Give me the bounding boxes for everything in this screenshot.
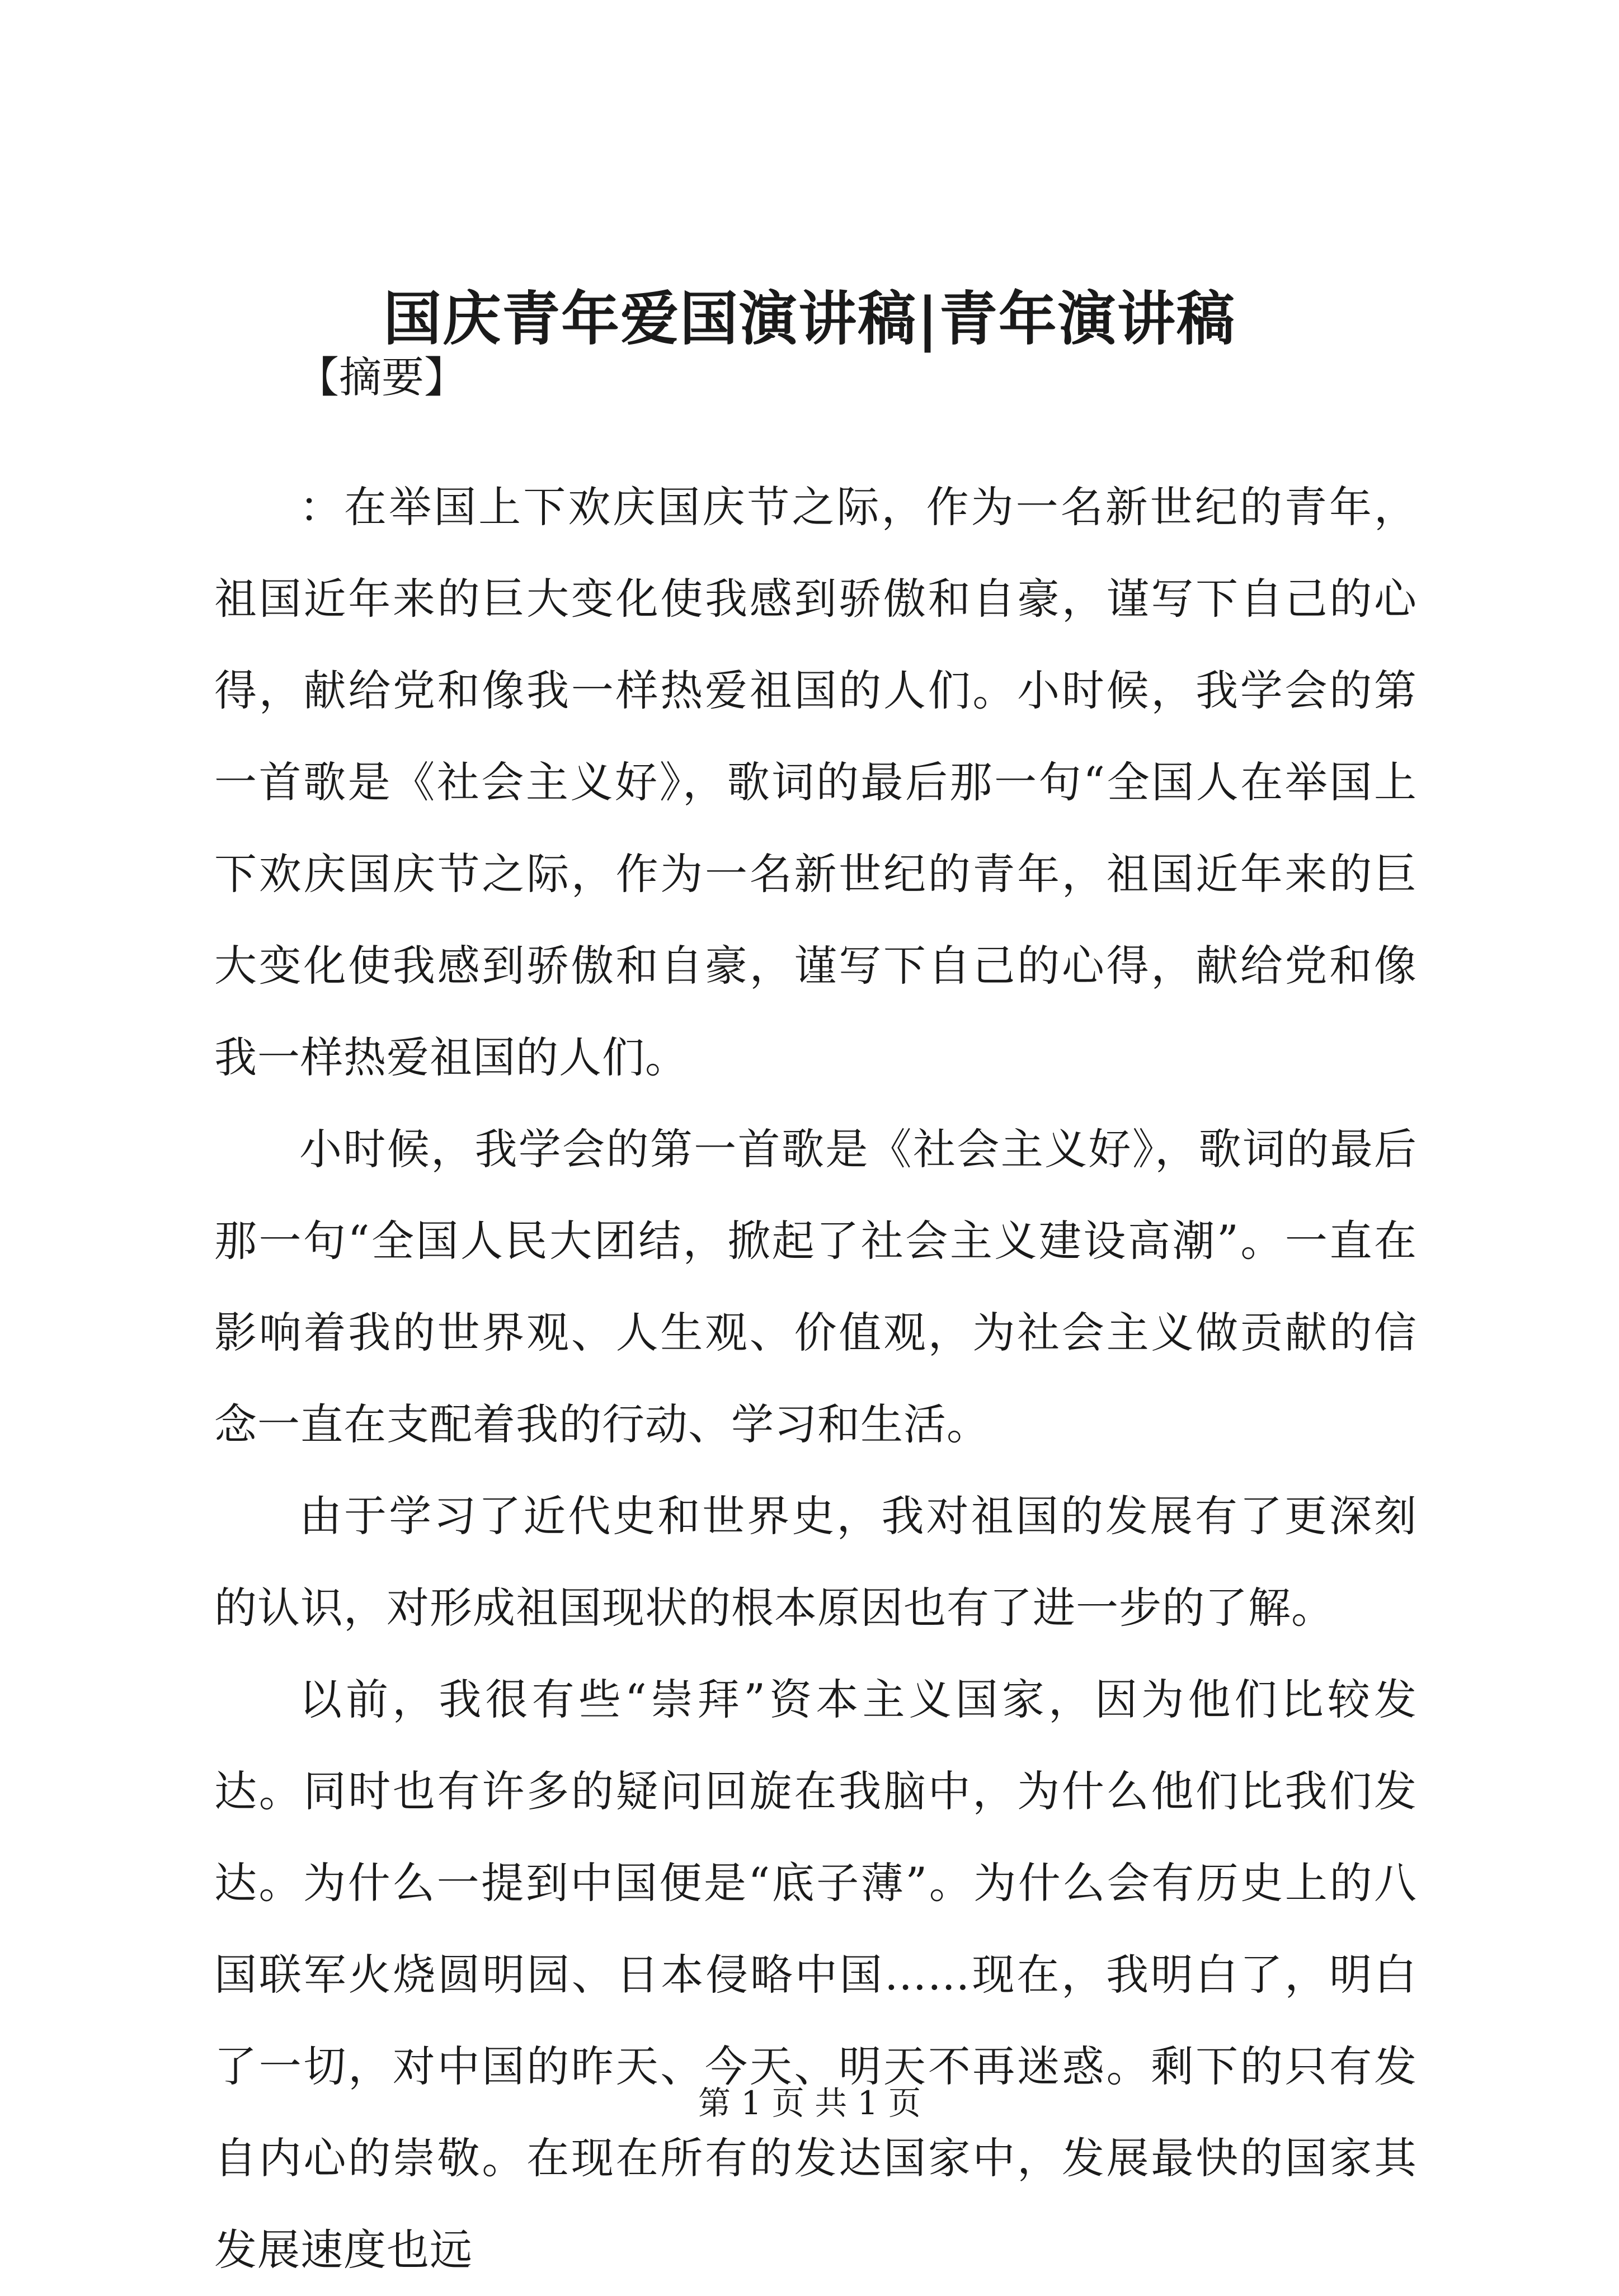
paragraph-4: 以前，我很有些“崇拜”资本主义国家，因为他们比较发达。同时也有许多的疑问回旋在我脑中，为什么他们比我们发达。为什么一提到中国便是“底子薄”。为什么会有历史上的八国联军火烧圆明园、日本侵略中国……现在，我明白了，明白了一切，对中国的昨天、今天、明天不再迷惑。剩下的只有发自内心的崇敬。在现在所有的发达国家中，发展最快的国家其发展速度也远 [214, 1675, 1417, 2275]
paragraph-2: 小时候，我学会的第一首歌是《社会主义好》，歌词的最后那一句“全国人民大团结，掀起了社会主义建设高潮”。一直在影响着我的世界观、人生观、价值观，为社会主义做贡献的信念一直在支配着我的行动、学习和生活。 [214, 1124, 1417, 1449]
paragraph-1: ：在举国上下欢庆国庆节之际，作为一名新世纪的青年，祖国近年来的巨大变化使我感到骄傲和自豪，谨写下自己的心得，献给党和像我一样热爱祖国的人们。小时候，我学会的第一首歌是《社会主义好》，歌词的最后那一句“全国人在举国上下欢庆国庆节之际，作为一名新世纪的青年，祖国近年来的巨大变化使我感到骄傲和自豪，谨写下自己的心得，献给党和像我一样热爱祖国的人们。 [214, 482, 1417, 1082]
paragraph-3: 由于学习了近代史和世界史，我对祖国的发展有了更深刻的认识，对形成祖国现状的根本原因也有了进一步的了解。 [214, 1491, 1417, 1633]
page-title: 国庆青年爱国演讲稿|青年演讲稿 [383, 284, 1236, 353]
page-footer: 第 1 页 共 1 页 [698, 2084, 921, 2122]
abstract-label: 【摘要】 [296, 352, 467, 402]
body-text [214, 461, 1417, 2296]
